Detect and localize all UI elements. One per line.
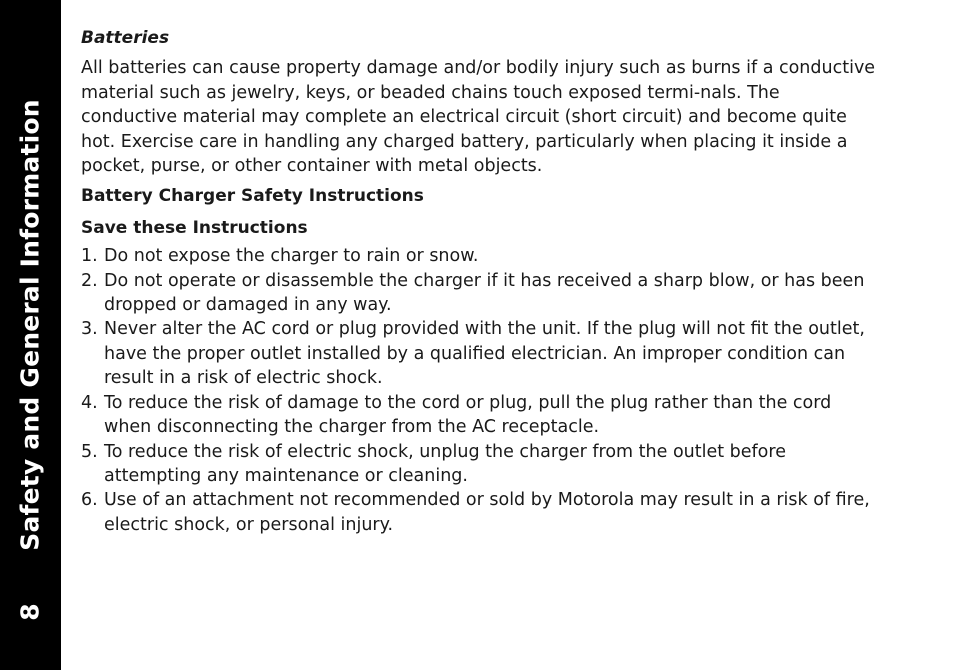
list-item (81, 244, 881, 268)
list-item-number: 2. (81, 270, 98, 291)
list-item (81, 488, 881, 537)
list-item-number: 4. (81, 392, 98, 413)
list-item-number: 1. (81, 246, 98, 267)
sidebar-tab (0, 0, 61, 670)
page-number: 8 (15, 603, 45, 621)
list-item (81, 391, 881, 440)
list-item-number: 3. (81, 319, 98, 340)
list-item-text: Do not expose the charger to rain or snow. (104, 246, 479, 267)
list-item-text: To reduce the risk of damage to the cord or plug, pull the plug rather than the cord when disconnecting the charger from the AC receptacle. (104, 392, 832, 438)
list-item-number: 6. (81, 490, 98, 511)
list-item-number: 5. (81, 441, 98, 462)
list-item-text: Use of an attachment not recommended or sold by Motorola may result in a risk of fire, electric shock, or personal injury. (104, 490, 870, 535)
save-instructions-heading: Save these Instructions (81, 217, 308, 238)
batteries-paragraph: All batteries can cause property damage and/or bodily injury such as burns if a conductive material such as jewelry, keys, or beaded chains touch exposed termi-nals. The conductive material may complete an electrical circuit (short circuit) and become quite hot. Exercise care in handling any charged battery, particularly when placing it inside a pocket, purse, or other container with metal objects. (81, 58, 876, 177)
list-item (81, 269, 881, 318)
list-item-text: Never alter the AC cord or plug provided with the unit. If the plug will not fit the outlet, have the proper outlet installed by a qualified electrician. An improper condition can result in a risk of electric shock. (104, 319, 865, 389)
list-item (81, 440, 881, 489)
page-content (81, 26, 881, 537)
sidebar-title: Safety and General Information (15, 99, 45, 551)
instructions-list (81, 244, 881, 537)
section-heading: Batteries (81, 28, 170, 48)
list-item-text: To reduce the risk of electric shock, unplug the charger from the outlet before attempting any maintenance or cleaning. (104, 441, 786, 486)
list-item (81, 317, 881, 390)
list-item-text: Do not operate or disassemble the charger if it has received a sharp blow, or has been dropped or damaged in any way. (104, 270, 865, 316)
charger-safety-heading: Battery Charger Safety Instructions (81, 186, 424, 207)
